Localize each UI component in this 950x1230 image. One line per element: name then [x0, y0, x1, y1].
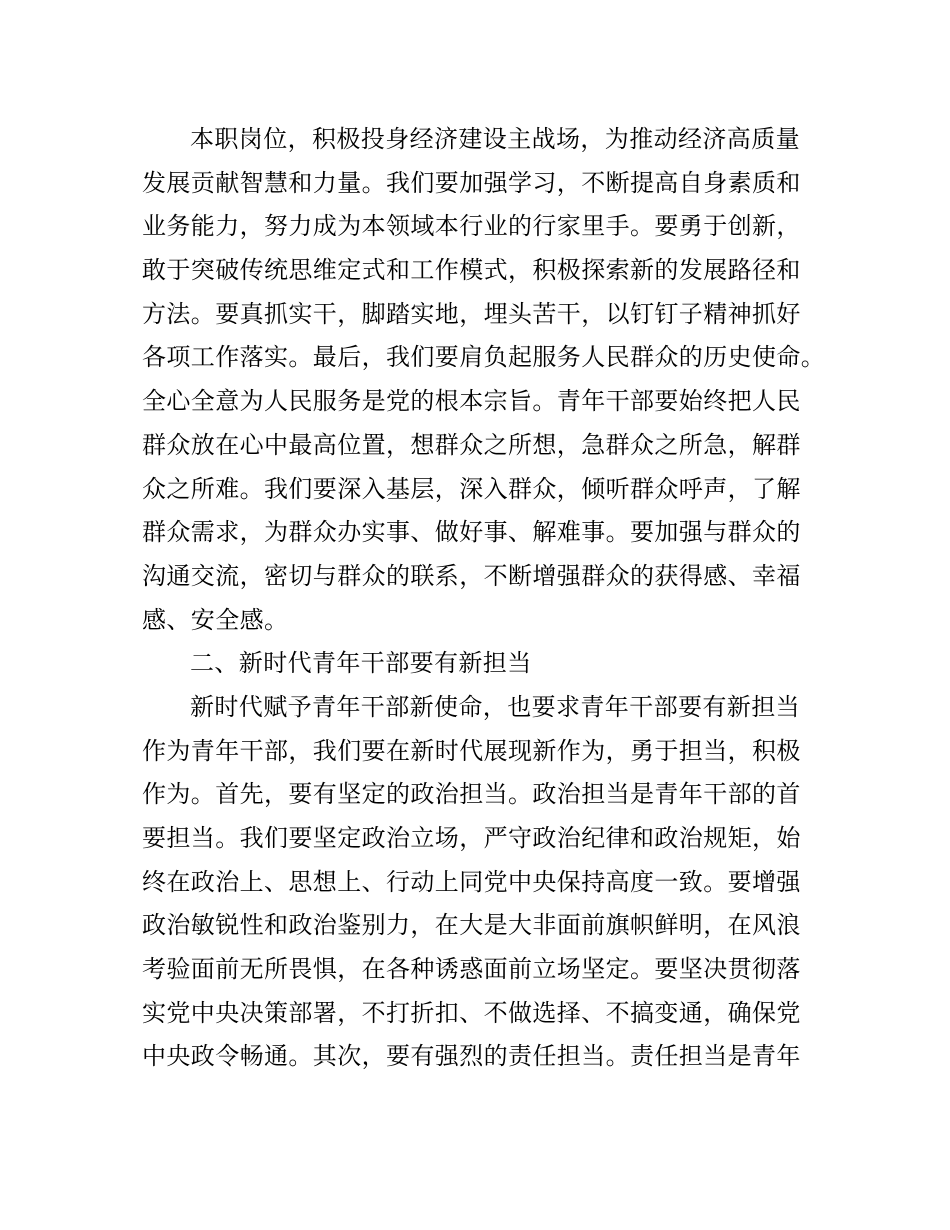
- paragraph-line: 本职岗位，积极投身经济建设主战场，为推动经济高质量: [190, 125, 800, 153]
- paragraph-line: 全心全意为人民服务是党的根本宗旨。青年干部要始终把人民: [142, 387, 801, 416]
- paragraph-line: 终在政治上、思想上、行动上同党中央保持高度一致。要增强: [142, 867, 801, 896]
- paragraph-line: 沟通交流，密切与群众的联系，不断增强群众的获得感、幸福: [142, 561, 801, 590]
- paragraph-line: 作为。首先，要有坚定的政治担当。政治担当是青年干部的首: [142, 780, 801, 809]
- paragraph-line: 业务能力，努力成为本领域本行业的行家里手。要勇于创新，: [142, 212, 801, 241]
- paragraph-line: 新时代赋予青年干部新使命，也要求青年干部要有新担当: [190, 692, 800, 721]
- document-body: [142, 118, 826, 1079]
- paragraph-line: 中央政令畅通。其次，要有强烈的责任担当。责任担当是青年: [142, 1042, 801, 1071]
- paragraph-line: 群众需求，为群众办实事、做好事、解难事。要加强与群众的: [142, 518, 801, 547]
- paragraph-line: 群众放在心中最高位置，想群众之所想，急群众之所急，解群: [142, 430, 801, 459]
- paragraph-line: 要担当。我们要坚定政治立场，严守政治纪律和政治规矩，始: [142, 824, 801, 852]
- paragraph-line: 敢于突破传统思维定式和工作模式，积极探索新的发展路径和: [142, 256, 801, 285]
- paragraph-line: 众之所难。我们要深入基层，深入群众，倾听群众呼声，了解: [142, 474, 801, 503]
- paragraph-line: 发展贡献智慧和力量。我们要加强学习，不断提高自身素质和: [142, 168, 801, 197]
- paragraph-line: 实党中央决策部署，不打折扣、不做选择、不搞变通，确保党: [142, 998, 801, 1027]
- paragraph-line: 各项工作落实。最后，我们要肩负起服务人民群众的历史使命。: [142, 343, 826, 372]
- paragraph-line: 感、安全感。: [142, 605, 289, 634]
- paragraph-line: 作为青年干部，我们要在新时代展现新作为，勇于担当，积极: [142, 736, 801, 765]
- paragraph-line: 方法。要真抓实干，脚踏实地，埋头苦干，以钉钉子精神抓好: [142, 299, 801, 328]
- paragraph-line: 考验面前无所畏惧，在各种诱惑面前立场坚定。要坚决贯彻落: [142, 955, 801, 984]
- paragraph-line: 政治敏锐性和政治鉴别力，在大是大非面前旗帜鲜明，在风浪: [142, 911, 801, 940]
- section-heading: 二、新时代青年干部要有新担当: [190, 649, 532, 678]
